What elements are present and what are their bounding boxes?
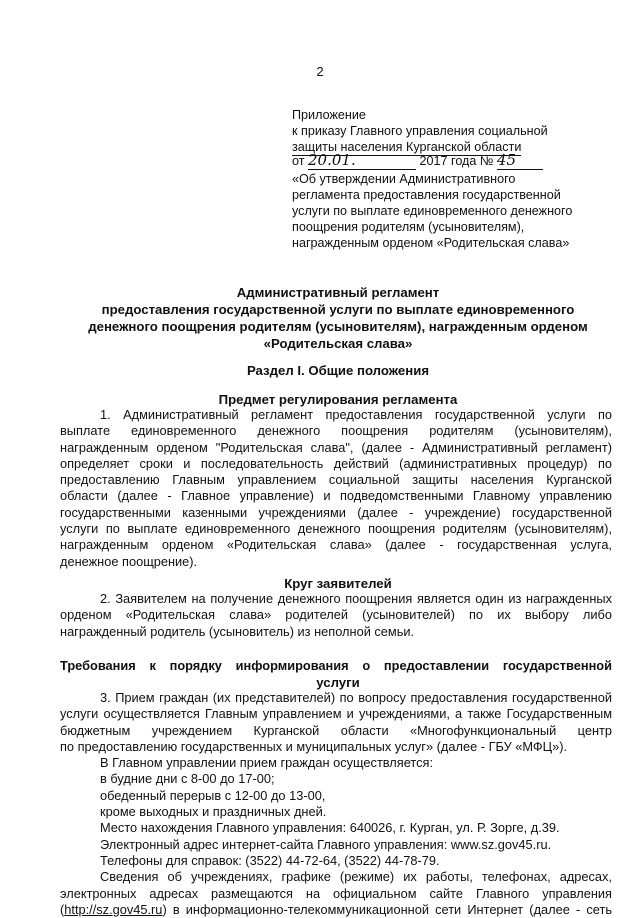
schedule-line: В Главном управлении прием граждан осуществляется: [100, 755, 433, 771]
paragraph-line: государственными казенными учреждениями (далее - учреждение) государственной [60, 504, 612, 520]
paragraph-line: награжденным орденом "Родительская слава", (далее - Административный регламент) [60, 439, 612, 455]
paragraph-line: денежное поощрение). [60, 553, 198, 569]
handwritten-date-text: 20.01. [308, 151, 356, 169]
appendix-line: регламента предоставления государственной [292, 188, 561, 202]
paragraph-line: орденом «Родительская слава» родителей (усыновителей) по их выбору либо [60, 607, 612, 623]
page-number: 2 [316, 64, 324, 79]
appendix-line: Приложение [292, 108, 366, 122]
paragraph-line: выплате единовременного денежного поощрения родителям (усыновителям), [60, 423, 612, 439]
appendix-line-text: защиты населения Курганской области [292, 140, 522, 154]
handwritten-number-text: 45 [496, 151, 517, 169]
doc-title-line: денежного поощрения родителям (усыновителям), награжденным орденом [88, 319, 588, 334]
subsection-title: Предмет регулирования регламента [218, 392, 458, 407]
paragraph-line: электронных адресах размещаются на официальном сайте Главного управления [60, 885, 612, 901]
subsection-title-cont: услуги [316, 675, 360, 690]
section-title: Раздел I. Общие положения [246, 363, 430, 378]
schedule-line: Место нахождения Главного управления: 640026, г. Курган, ул. Р. Зорге, д.39. [100, 820, 560, 836]
appendix-line: поощрения родителям (усыновителям), [292, 220, 525, 234]
appendix-line: «Об утверждении Административного [292, 172, 516, 186]
schedule-line: в будние дни с 8-00 до 17-00; [100, 771, 275, 787]
schedule-line: кроме выходных и праздничных дней. [100, 804, 327, 820]
paragraph-line: 2. Заявителем на получение денежного поощрения является один из награжденных [100, 591, 612, 606]
year-text: 2017 года № [419, 154, 494, 168]
subject-paragraph [60, 407, 612, 570]
paragraph-line: 3. Прием граждан (их представителей) по вопросу предоставления государственной [100, 690, 612, 705]
paragraph-line: услуги по выплате единовременного денежного поощрения родителям (усыновителям), [60, 521, 612, 537]
subsection-title: Требования к порядку информирования о предоставлении государственной [60, 658, 612, 673]
paragraph-line: услуги осуществляется Главным управлением и учреждениями, а также Государственным [60, 706, 612, 722]
applicants-paragraph [60, 591, 612, 640]
paragraph-line: определяет сроки и последовательность действий (административных процедур) по [60, 455, 612, 471]
handwritten-number [497, 152, 543, 170]
appendix-date-line [292, 152, 543, 170]
paragraph-line: награжденным орденом «Родительская слава» (далее - государственная услуга, [60, 537, 612, 553]
schedule-line: Электронный адрес интернет-сайта Главного управления: www.sz.gov45.ru. [100, 836, 552, 852]
paragraph-line: области (далее - Главное управление) и подведомственными Главному управлению [60, 488, 612, 504]
link-tail-text: в информационно-телекоммуникационной сети Интернет (далее - сеть [166, 901, 612, 917]
info-paragraph [60, 690, 612, 918]
doc-title-line: Административный регламент [236, 285, 440, 300]
paragraph-line: награжденный родитель (усыновитель) из неполной семьи. [60, 623, 415, 639]
paragraph-line: бюджетным учреждением Курганской области «Многофункциональный центр [60, 722, 612, 738]
appendix-line: к приказу Главного управления социальной [292, 124, 548, 138]
schedule-line: обеденный перерыв с 12-00 до 13-00, [100, 787, 326, 803]
doc-title-line: предоставления государственной услуги по выплате единовременного [101, 302, 575, 317]
paragraph-line: предоставлению Главным управлением социальной защиты населения Курганской [60, 472, 612, 488]
website-link[interactable]: http://sz.gov45.ru [64, 901, 163, 917]
paragraph-line: Сведения об учреждениях, графике (режиме) их работы, телефонах, адресах, [100, 869, 612, 885]
schedule-line: Телефоны для справок: (3522) 44-72-64, (3522) 44-78-79. [100, 852, 440, 868]
date-prefix: от [292, 154, 305, 168]
doc-title-line: «Родительская слава» [263, 336, 413, 351]
handwritten-date [308, 152, 416, 170]
subsection-title: Круг заявителей [284, 576, 392, 591]
paragraph-line: 1. Административный регламент предоставления государственной услуги по [100, 407, 612, 422]
paragraph-line: по предоставлению государственных и муниципальных услуг» (далее - ГБУ «МФЦ»). [60, 738, 568, 754]
appendix-line: награжденным орденом «Родительская слава» [292, 236, 570, 250]
paragraph-line: (http://sz.gov45.ru) в информационно-телекоммуникационной сети Интернет (далее - сеть [60, 901, 612, 917]
appendix-line: услуги по выплате единовременного денежного [292, 204, 573, 218]
